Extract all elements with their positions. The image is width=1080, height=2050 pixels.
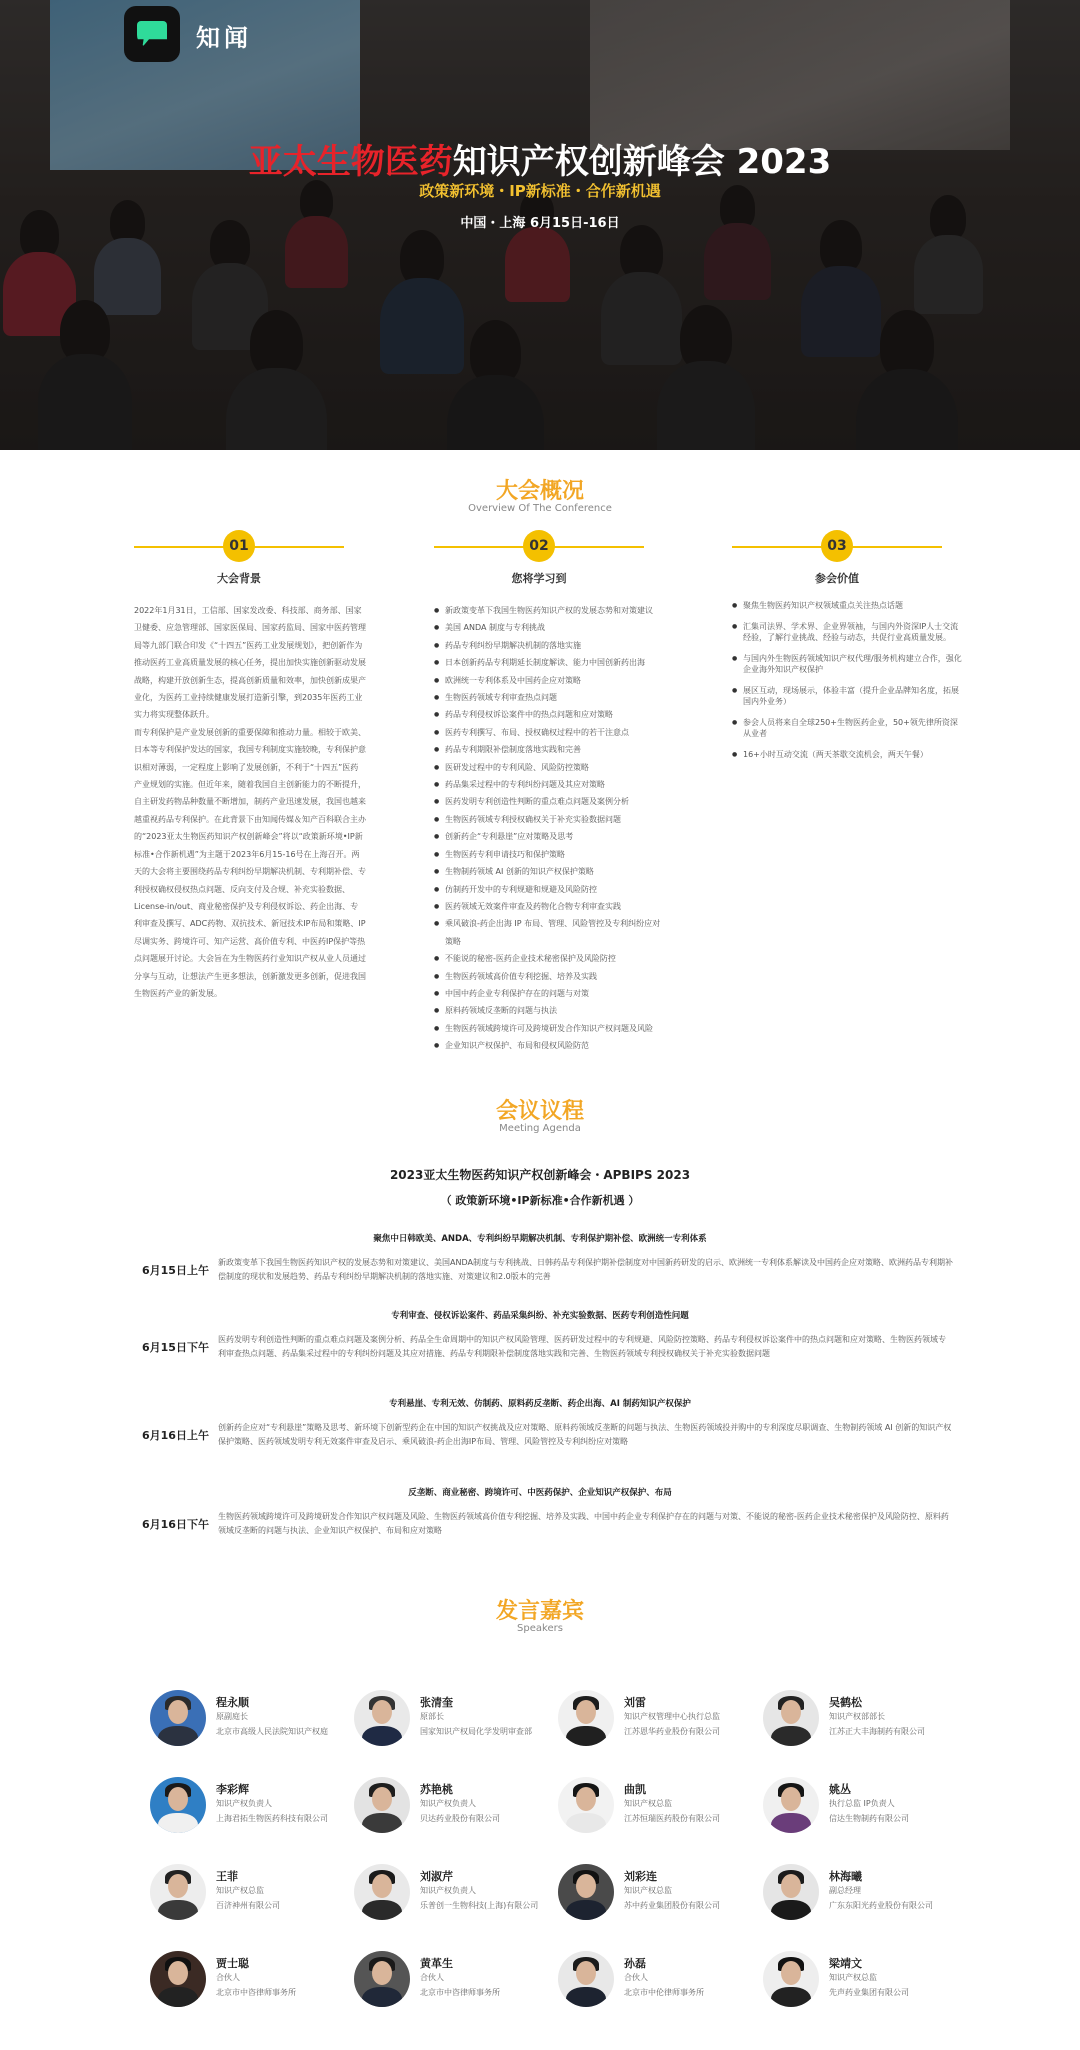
speaker-org: 北京市中咨律师事务所 [216,1988,296,1997]
logo-icon[interactable] [124,6,180,62]
speakers-title-en: Speakers [517,1623,563,1634]
background-paragraph: 2022年1月31日，工信部、国家发改委、科技部、商务部、国家卫健委、应急管理部、国家医保局、国家药监局、国家中医药管理局等九部门联合印发《“十四五”医药工业发展规划》，把创新作为推动医药工业高质量发展的核心任务，提出加快实施创新驱动发展战略，构建开放创新生态，提高创新质量和效率，加快创新成果产业化，为医药工业持续健康发展打造新引擎，到2035年医药工业实力将实现整体跃升。 [134,606,366,720]
column-number-badge: 02 [523,530,555,562]
speaker-avatar [558,1777,614,1833]
speaker-avatar [558,1690,614,1746]
list-item: ● 生物医药领域高价值专利挖掘、培养及实践 [434,968,666,985]
list-item: ● 中国中药企业专利保护存在的问题与对策 [434,985,666,1002]
list-item: ● 原料药领域反垄断的问题与执法 [434,1002,666,1019]
speaker-org: 北京市中咨律师事务所 [420,1988,500,1997]
speaker-card[interactable] [150,1951,350,2011]
speaker-role: 合伙人 [216,1973,240,1982]
list-item: ● 企业知识产权保护、布局和侵权风险防范 [434,1037,666,1054]
list-item: ● 16+小时互动交流（两天茶歇交流机会，两天午餐） [732,749,964,760]
speaker-role: 知识产权部部长 [829,1712,885,1721]
speaker-role: 原副庭长 [216,1712,248,1721]
speakers-title: 发言嘉宾 [495,1599,584,1624]
page-title-red: 亚太生物医药 [248,142,453,182]
list-item: ● 创新药企“专利悬崖”应对策略及思考 [434,828,666,845]
speaker-name: 刘雷 [624,1696,646,1709]
speaker-card[interactable] [558,1777,758,1837]
speaker-name: 王菲 [216,1870,238,1883]
session-time-slot: 6月16日上午 [142,1429,209,1442]
session-theme: 专利审查、侵权诉讼案件、药品采集纠纷、补充实验数据、医药专利创造性问题 [391,1311,689,1321]
speaker-card[interactable] [763,1690,963,1750]
speaker-name: 梁靖文 [829,1957,862,1970]
speaker-org: 苏中药业集团股份有限公司 [624,1901,720,1910]
background-paragraph: 而专利保护是产业发展创新的重要保障和推动力量。相较于欧美、日本等专利保护发达的国家，我国专利制度实施较晚，专利保护意识相对薄弱，一定程度上影响了发展创新，不利于“十四五”医药产业规划的实施。但近年来，随着我国自主创新能力的不断提升，自主研发药物品种数量不断增加，制药产业迅速发展，我国也越来越重视药品专利保护。在此背景下由知闻传媒＆知产百科联合主办的“2023亚太生物医药知识产权创新峰会”将以“政策新环境•IP新标准•合作新机遇”为主题于2023年6月15-16号在上海召开。两天的大会将主要围绕药品专利纠纷早期解决机制、专利期补偿、专利授权确权侵权热点问题、反向支付及合规、补充实验数据、License-in/out、商业秘密保护及专利侵权诉讼、药企出海、专利审查及撰写、ADC药物、双抗技术、新冠技术IP布局和策略、IP尽调实务、跨境许可、知产运营、高价值专利、中医药IP保护等热点问题展开讨论。大会旨在为生物医药行业知识产权从业人员通过分享与互动，让想法产生更多想法，创新激发更多创新，促进我国生物医药产业的新发展。 [134,727,366,998]
speaker-role: 合伙人 [420,1973,444,1982]
speaker-org: 百济神州有限公司 [216,1901,280,1910]
list-item: ● 不能说的秘密-医药企业技术秘密保护及风险防控 [434,950,666,967]
column-body [434,602,666,1055]
agenda-title: 会议议程 [495,1099,584,1124]
list-item: ● 药品专利侵权诉讼案件中的热点问题和应对策略 [434,706,666,723]
speaker-avatar [763,1951,819,2007]
speaker-card[interactable] [150,1864,350,1924]
agenda-subheading: （ 政策新环境•IP新标准•合作新机遇 ） [440,1194,640,1207]
session-theme: 反垄断、商业秘密、跨境许可、中医药保护、企业知识产权保护、布局 [408,1488,672,1498]
speaker-card[interactable] [763,1777,963,1837]
speaker-avatar [558,1951,614,2007]
speaker-card[interactable] [354,1864,554,1924]
page-title-white: 知识产权创新峰会 2023 [452,142,832,182]
list-item: ● 生物医药领域跨境许可及跨境研发合作知识产权问题及风险 [434,1020,666,1037]
speaker-org: 上海君拓生物医药科技有限公司 [216,1814,328,1823]
list-item: ● 医药专利撰写、布局、授权确权过程中的若干注意点 [434,724,666,741]
session-time-slot: 6月15日下午 [142,1341,209,1354]
speaker-card[interactable] [354,1777,554,1837]
speaker-card[interactable] [150,1690,350,1750]
speaker-name: 姚丛 [829,1783,851,1796]
speaker-name: 吴鹤松 [829,1696,862,1709]
list-item: ● 药品集采过程中的专利纠纷问题及其应对策略 [434,776,666,793]
list-item: ● 与国内外生物医药领域知识产权代理/服务机构建立合作，强化企业海外知识产权保护 [732,653,964,675]
speaker-avatar [354,1777,410,1833]
speaker-role: 原部长 [420,1712,444,1721]
speaker-org: 乐普创一生物科技(上海)有限公司 [420,1901,539,1910]
list-item: ● 仿制药开发中的专利规避和规避及风险防控 [434,881,666,898]
speaker-card[interactable] [354,1951,554,2011]
session-time-slot: 6月15日上午 [142,1264,209,1277]
speaker-role: 知识产权负责人 [216,1799,272,1808]
session-description: 新政策变革下我国生物医药知识产权的发展态势和对策建议、美国ANDA制度与专利挑战、日韩药品专利保护期补偿制度对中国新药研发的启示、欧洲统一专利体系解读及中国药企应对策略、欧洲药品专利期补偿制度的现状和发展趋势、药品专利纠纷早期解决机制的落地实施、对策建议和2.0版本的完善 [218,1258,953,1281]
speaker-card[interactable] [763,1864,963,1924]
hero-banner [0,0,1080,450]
speaker-org: 江苏正大丰海制药有限公司 [829,1727,925,1736]
speaker-role: 知识产权管理中心执行总监 [624,1712,720,1721]
event-place-date: 中国・上海 6月15日-16日 [460,216,620,231]
list-item: ● 聚焦生物医药知识产权领域重点关注热点话题 [732,600,964,611]
speaker-avatar [763,1690,819,1746]
list-item: ● 医研发过程中的专利风险、风险防控策略 [434,759,666,776]
list-item: ● 美国 ANDA 制度与专利挑战 [434,619,666,636]
speaker-card[interactable] [150,1777,350,1837]
speaker-name: 林海曦 [829,1870,862,1883]
speaker-org: 国家知识产权局化学发明审查部 [420,1727,532,1736]
column-body [732,600,964,770]
speaker-name: 贾士聪 [216,1957,249,1970]
speaker-org: 北京市高级人民法院知识产权庭 [216,1727,328,1736]
list-item: ● 展区互动，现场展示，体验丰富（提升企业品牌知名度，拓展国内外业务） [732,685,964,707]
list-item: ● 日本创新药品专利期延长制度解读、能力中国创新药出海 [434,654,666,671]
speaker-name: 程永顺 [216,1696,249,1709]
speaker-avatar [150,1690,206,1746]
speaker-avatar [558,1864,614,1920]
column-number-badge: 01 [223,530,255,562]
speaker-avatar [763,1777,819,1833]
speaker-card[interactable] [558,1951,758,2011]
list-item: ● 生物医药领域专利授权确权关于补充实验数据问题 [434,811,666,828]
session-theme: 专利悬崖、专利无效、仿制药、原料药反垄断、药企出海、AI 制药知识产权保护 [389,1399,691,1409]
value-list [732,600,964,760]
column-title: 参会价值 [815,572,859,585]
speaker-name: 张清奎 [420,1696,453,1709]
speaker-role: 知识产权总监 [624,1799,672,1808]
speaker-card[interactable] [354,1690,554,1750]
learn-list [434,602,666,1055]
speaker-org: 先声药业集团有限公司 [829,1988,909,1997]
overview-title: 大会概况 [495,479,584,504]
speaker-role: 知识产权总监 [216,1886,264,1895]
session-time-slot: 6月16日下午 [142,1518,209,1531]
speaker-role: 知识产权负责人 [420,1799,476,1808]
list-item: ● 药品专利期限补偿制度落地实践和完善 [434,741,666,758]
speaker-avatar [150,1951,206,2007]
list-item: ● 欧洲统一专利体系及中国药企应对策略 [434,672,666,689]
speaker-role: 副总经理 [829,1886,861,1895]
column-body [134,602,366,1002]
speaker-avatar [354,1690,410,1746]
speaker-avatar [150,1777,206,1833]
list-item: ● 药品专利纠纷早期解决机制的落地实施 [434,637,666,654]
column-number-badge: 03 [821,530,853,562]
speaker-avatar [763,1864,819,1920]
speaker-org: 信达生物制药有限公司 [829,1814,909,1823]
speaker-name: 李彩辉 [216,1783,249,1796]
speaker-card[interactable] [558,1864,758,1924]
page-title [0,134,1080,183]
list-item: ● 医药发明专利创造性判断的重点难点问题及案例分析 [434,793,666,810]
speaker-org: 江苏恒瑞医药股份有限公司 [624,1814,720,1823]
column-title: 您将学习到 [511,572,567,585]
speaker-card[interactable] [558,1690,758,1750]
agenda-title-en: Meeting Agenda [499,1123,581,1134]
speaker-org: 贝达药业股份有限公司 [420,1814,500,1823]
list-item: ● 生物制药领域 AI 创新的知识产权保护策略 [434,863,666,880]
list-item: ● 生物医药专利申请技巧和保护策略 [434,846,666,863]
speaker-org: 江苏恩华药业股份有限公司 [624,1727,720,1736]
session-theme: 聚焦中日韩欧美、ANDA、专利纠纷早期解决机制、专利保护期补偿、欧洲统一专利体系 [373,1234,707,1244]
list-item: ● 参会人员将来自全球250+生物医药企业，50+领先律所资深从业者 [732,717,964,739]
speaker-name: 曲凯 [624,1783,646,1796]
list-item: ● 新政策变革下我国生物医药知识产权的发展态势和对策建议 [434,602,666,619]
speaker-role: 知识产权总监 [829,1973,877,1982]
list-item: ● 医药领域无效案件审查及药物化合物专利审查实践 [434,898,666,915]
speaker-role: 知识产权总监 [624,1886,672,1895]
speaker-avatar [150,1864,206,1920]
speaker-name: 刘淑芹 [420,1870,453,1883]
speaker-role: 执行总监 IP负责人 [829,1799,895,1808]
speaker-org: 广东东阳光药业股份有限公司 [829,1901,933,1910]
list-item: ● 生物医药领域专利审查热点问题 [434,689,666,706]
logo-text: 知闻 [196,24,252,52]
speaker-name: 黄革生 [420,1957,453,1970]
column-title: 大会背景 [217,572,261,585]
list-item: ● 汇集司法界、学术界、企业界领袖，与国内外资深IP人士交流经验，了解行业挑战、经验与动态，共促行业高质量发展。 [732,621,964,643]
speaker-avatar [354,1951,410,2007]
speaker-name: 孙磊 [624,1957,646,1970]
session-description: 创新药企应对“专利悬崖”策略及思考、新环境下创新型药企在中国的知识产权挑战及应对策略、原料药领域反垄断的问题与执法、生物医药领域投并购中的专利深度尽职调查、生物制药领域 AI 创新的知识产权保护策略、医药领域发明专利无效案件审查及启示、乘风破浪-药企出海IP布局、管理、风险管控及专利纠纷应对策略 [218,1423,952,1446]
speaker-card[interactable] [763,1951,963,2011]
overview-title-en: Overview Of The Conference [468,503,612,514]
speaker-role: 知识产权负责人 [420,1886,476,1895]
session-description: 生物医药领域跨境许可及跨境研发合作知识产权问题及风险、生物医药领域高价值专利挖掘、培养及实践、中国中药企业专利保护存在的问题与对策、不能说的秘密-医药企业技术秘密保护及风险防控、原料药领域反垄断的问题与执法、企业知识产权保护、布局和应对策略 [218,1512,949,1535]
speaker-name: 苏艳桃 [420,1783,453,1796]
speaker-name: 刘彩连 [624,1870,657,1883]
list-item: ● 乘风破浪-药企出海 IP 布局、管理、风险管控及专利纠纷应对策略 [434,915,666,950]
speaker-role: 合伙人 [624,1973,648,1982]
session-description: 医药发明专利创造性判断的重点难点问题及案例分析、药品全生命周期中的知识产权风险管理、医药研发过程中的专利规避、风险防控策略、药品专利侵权诉讼案件中的热点问题和应对策略、生物医药领域专利审查热点问题、药品集采过程中的专利纠纷问题及其应对措施、药品专利期限补偿制度落地实践和完善、生物医药领域专利授权确权关于补充实验数据问题 [218,1335,946,1358]
speaker-org: 北京市中伦律师事务所 [624,1988,704,1997]
page-subtitle: 政策新环境・IP新标准・合作新机遇 [419,182,661,200]
speaker-avatar [354,1864,410,1920]
agenda-heading: 2023亚太生物医药知识产权创新峰会・APBIPS 2023 [389,1168,691,1182]
